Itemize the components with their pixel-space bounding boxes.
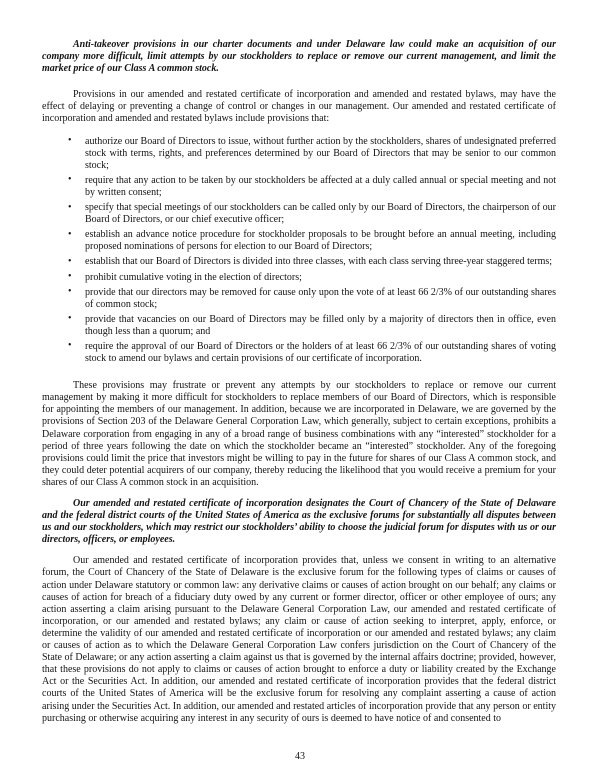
bullet-list [42, 136, 556, 366]
paragraph-provisions-intro: Provisions in our amended and restated certificate of incorporation and amended and restated bylaws, may have the effect of delaying or preventing a change of control or changes in our management. Our amended and restated certificate of incorporation and amended and restated bylaws include provisions that: [42, 89, 556, 125]
page-number: 43 [295, 751, 305, 762]
bullet-item [42, 314, 556, 338]
risk-heading-anti-takeover: Anti-takeover provisions in our charter documents and under Delaware law could make an acquisition of our company more difficult, limit attempts by our stockholders to replace or remove our current management, and limit the market price of our Class A common stock. [42, 39, 556, 75]
page-text-block [42, 39, 556, 725]
bullet-text: prohibit cumulative voting in the election of directors; [85, 271, 302, 283]
bullet-icon: • [68, 271, 72, 282]
bullet-text: require the approval of our Board of Directors or the holders of at least 66 2/3% of our outstanding shares of voting stock to amend our bylaws and certain provisions of our certificate of incorporation. [85, 340, 556, 365]
risk-heading-exclusive-forum: Our amended and restated certificate of incorporation designates the Court of Chancery of the State of Delaware and the federal district courts of the United States of America as the exclusive forums for substantially all disputes between us and our stockholders, which may restrict our stockholders’ ability to choose the judicial forum for disputes with us or our directors, officers, or employees. [42, 498, 556, 546]
bullet-item [42, 136, 556, 172]
bullet-icon: • [68, 135, 72, 147]
bullet-item [42, 256, 556, 268]
bullet-icon: • [68, 174, 72, 186]
bullet-text: specify that special meetings of our stockholders can be called only by our Board of Directors, the chairperson of our Board of Directors, or our chief executive officer; [85, 202, 556, 226]
bullet-item [42, 229, 556, 253]
bullet-text: establish that our Board of Directors is divided into three classes, with each class serving three-year staggered terms; [85, 256, 553, 268]
bullet-item [42, 272, 556, 284]
paragraph-provisions-effect: These provisions may frustrate or prevent any attempts by our stockholders to replace or remove our current management by making it more difficult for stockholders to replace members of our Board of Directors, which is responsible for appointing the members of our management. In addition, because we are incorporated in Delaware, we are governed by the provisions of Section 203 of the Delaware General Corporation Law, which generally, subject to certain exceptions, prohibits a Delaware corporation from engaging in any of a broad range of business combinations with any “interested” stockholder for a period of three years following the date on which the stockholder became an “interested” stockholder. Any of the foregoing provisions could limit the price that investors might be willing to pay in the future for shares of our Class A common stock, and they could deter potential acquirers of our company, thereby reducing the likelihood that you would receive a premium for your shares of our Class A common stock in an acquisition. [42, 380, 556, 488]
paragraph-exclusive-forum: Our amended and restated certificate of incorporation provides that, unless we consent in writing to an alternative forum, the Court of Chancery of the State of Delaware is the exclusive forum for the following types of claims or causes of action under Delaware statutory or common law: any derivative claims or causes of action brought on our behalf; any claims or causes of action for breach of a fiduciary duty owed by any current or former director, officer or other employee of ours; any action asserting a claim arising pursuant to the Delaware General Corporation Law, our amended and restated certificate of incorporation, or our amended and restated bylaws; any claim or cause of action seeking to interpret, apply, enforce, or determine the validity of our amended and restated certificate of incorporation or our amended and restated bylaws; any claim or causes of action as to which the Delaware General Corporation Law confers jurisdiction on the Court of Chancery of the State of Delaware; or any action asserting a claim against us that is governed by the internal affairs doctrine; provided, however, that these provisions do not apply to claims or causes of action brought to enforce a duty or liability created by the Exchange Act or the Securities Act. In addition, our amended and restated certificate of incorporation provides that the federal district courts of the United States of America will be the exclusive forum for resolving any complaint asserting a cause of action arising under the Securities Act. In addition, our amended and restated articles of incorporation provide that any person or entity purchasing or otherwise acquiring any interest in any security of ours is deemed to have notice of and consented to [42, 555, 556, 724]
bullet-icon: • [68, 255, 72, 267]
bullet-item [42, 287, 556, 311]
bullet-text: provide that vacancies on our Board of Directors may be filled only by a majority of directors then in office, even though less than a quorum; and [85, 313, 556, 337]
bullet-text: require that any action to be taken by our stockholders be affected at a duly called annual or special meeting and not by written consent; [85, 174, 556, 198]
bullet-item [42, 175, 556, 199]
bullet-icon: • [68, 340, 72, 352]
bullet-icon: • [68, 228, 72, 240]
bullet-text: establish an advance notice procedure for stockholder proposals to be brought before an annual meeting, including proposed nominations of persons for election to our Board of Directors; [85, 229, 556, 253]
bullet-icon: • [68, 201, 72, 213]
bullet-text: authorize our Board of Directors to issue, without further action by the stockholders, shares of undesignated preferred stock with terms, rights, and preferences determined by our Board of Directors that may be senior to our common stock; [85, 135, 556, 171]
bullet-icon: • [68, 313, 72, 325]
bullet-icon: • [68, 286, 72, 298]
bullet-item [42, 202, 556, 226]
bullet-text: provide that our directors may be removed for cause only upon the vote of at least 66 2/3% of our outstanding shares of common stock; [85, 286, 556, 310]
bullet-item [42, 341, 556, 365]
